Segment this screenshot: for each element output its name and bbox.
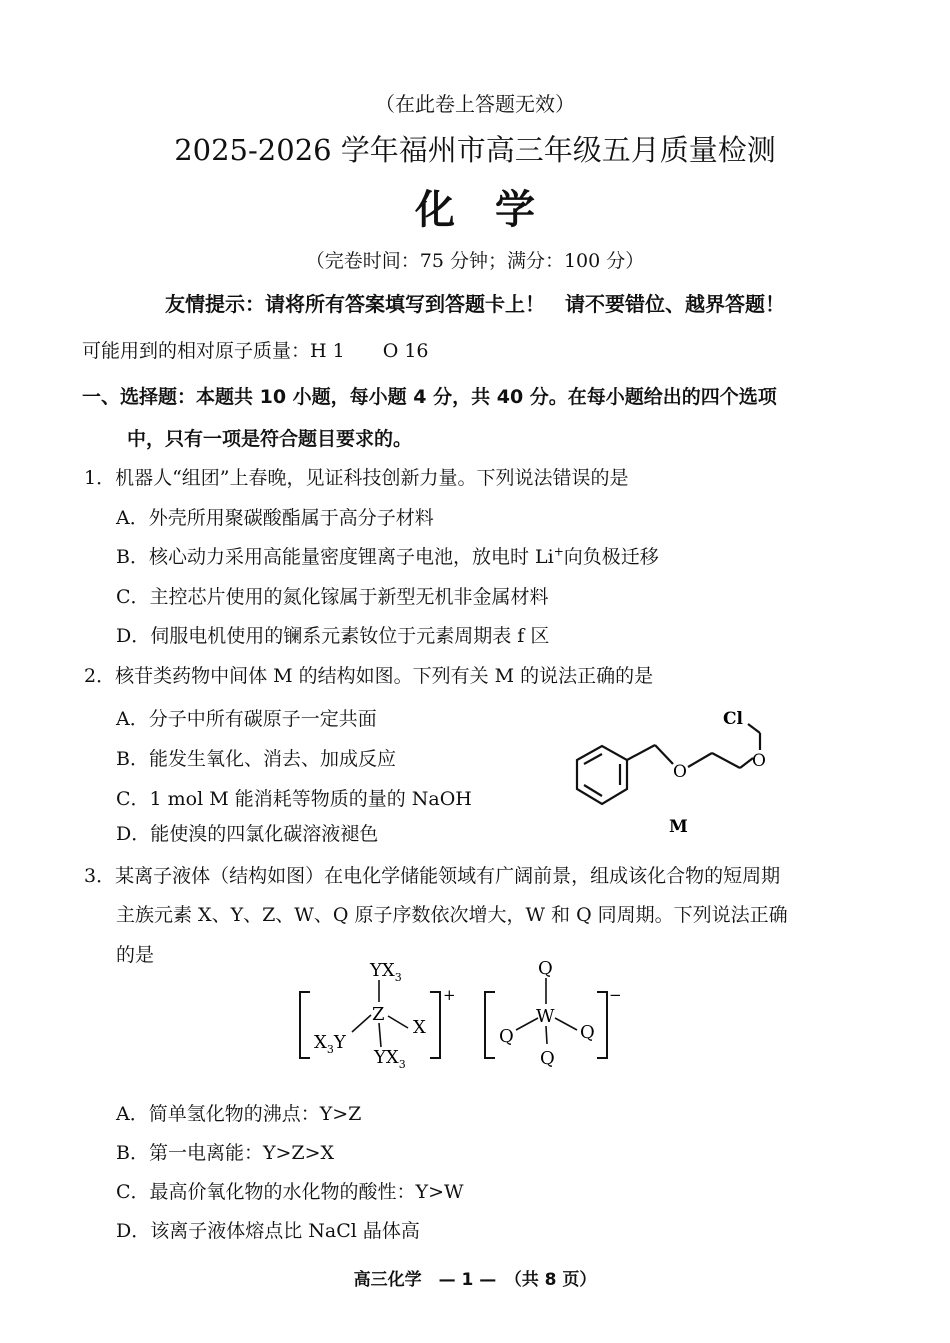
- q3-stem-line3: 的是: [116, 944, 155, 966]
- cation-left-group: $X_3Y$: [314, 1032, 346, 1056]
- cation-charge: +: [443, 986, 456, 1004]
- time-score: （完卷时间：75 分钟；满分：100 分）: [305, 250, 645, 272]
- q3-stem-line2: 主族元素 X、Y、Z、W、Q 原子序数依次增大，W 和 Q 同周期。下列说法正确: [116, 904, 788, 926]
- q2-option-d: D．能使溴的四氯化碳溶液褪色: [116, 823, 379, 845]
- q3-option-d: D．该离子液体熔点比 NaCl 晶体高: [116, 1220, 420, 1242]
- ionic-liquid-diagram: [290, 950, 630, 1078]
- section-title-line1: 一、选择题：本题共 10 小题，每小题 4 分，共 40 分。在每小题给出的四个选项: [82, 386, 777, 408]
- side-chain: [627, 724, 760, 768]
- anion-left-q: Q: [499, 1026, 514, 1047]
- q2-option-b: B．能发生氧化、消去、加成反应: [116, 748, 396, 770]
- q1-option-b: B．核心动力采用高能量密度锂离子电池，放电时 Li+向负极迁移: [116, 544, 659, 568]
- anion-center-w: W: [536, 1006, 555, 1027]
- cation-top-group: $YX_3$: [370, 960, 402, 984]
- q1-option-c: C．主控芯片使用的氮化镓属于新型无机非金属材料: [116, 586, 549, 608]
- invalid-notice: （在此卷上答题无效）: [375, 92, 575, 116]
- q1-stem: 1．机器人“组团”上春晚，见证科技创新力量。下列说法错误的是: [84, 467, 629, 489]
- q3-option-b: B．第一电离能：Y>Z>X: [116, 1142, 335, 1164]
- atomic-mass: 可能用到的相对原子质量：H 1 O 16: [82, 340, 429, 362]
- benzene-ring: [577, 746, 627, 804]
- q3-option-a: A．简单氢化物的沸点：Y>Z: [116, 1103, 362, 1125]
- reminder: 友情提示：请将所有答案填写到答题卡上！ 请不要错位、越界答题！: [165, 292, 785, 316]
- oxygen-1-label: O: [673, 762, 687, 782]
- structure-m-diagram: [560, 700, 800, 840]
- anion-top-q: Q: [538, 958, 553, 979]
- exam-title: 2025-2026 学年福州市高三年级五月质量检测: [174, 133, 776, 167]
- anion-charge: −: [609, 986, 622, 1004]
- cation-right-x: X: [413, 1017, 426, 1038]
- q1-option-d: D．伺服电机使用的镧系元素钕位于元素周期表 f 区: [116, 625, 550, 647]
- q2-stem: 2．核苷类药物中间体 M 的结构如图。下列有关 M 的说法正确的是: [84, 665, 654, 687]
- q2-option-c: C．1 mol M 能消耗等物质的量的 NaOH: [116, 788, 472, 810]
- cation-center-z: Z: [372, 1004, 385, 1025]
- q3-stem-line1: 3．某离子液体（结构如图）在电化学储能领域有广阔前景，组成该化合物的短周期: [84, 865, 781, 887]
- cation-bottom-group: $YX_3$: [374, 1047, 406, 1071]
- anion-bottom-q: Q: [540, 1048, 555, 1069]
- chlorine-label: Cl: [723, 709, 743, 729]
- compound-label-m: M: [669, 817, 688, 837]
- page-footer: 高三化学 — 1 — （共 8 页）: [353, 1270, 597, 1290]
- anion-right-q: Q: [580, 1022, 595, 1043]
- q2-option-a: A．分子中所有碳原子一定共面: [116, 708, 377, 730]
- subject-title: 化 学: [415, 187, 535, 233]
- q3-option-c: C．最高价氧化物的水化物的酸性：Y>W: [116, 1181, 464, 1203]
- q1-option-a: A．外壳所用聚碳酸酯属于高分子材料: [116, 507, 434, 529]
- section-title-line2: 中，只有一项是符合题目要求的。: [127, 428, 413, 450]
- oxygen-2-label: O: [752, 751, 766, 771]
